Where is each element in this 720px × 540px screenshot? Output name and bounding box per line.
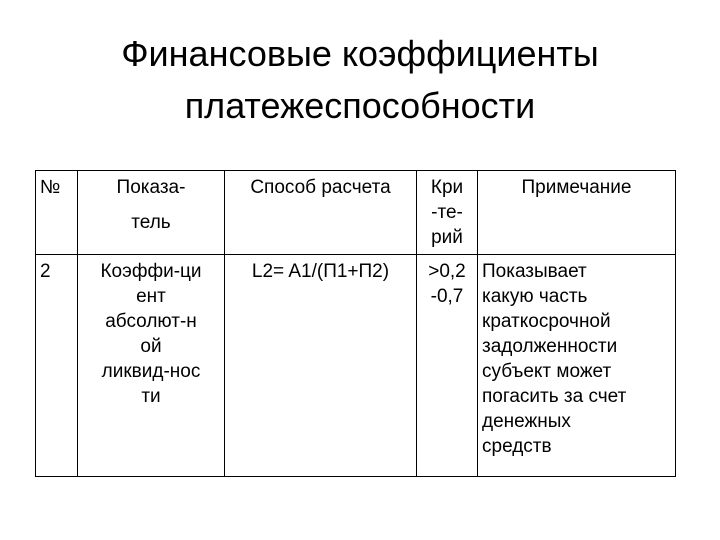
row-note-line-7: денежных [482, 411, 571, 432]
row-note-line-4: задолженности [482, 336, 618, 357]
row-number [36, 255, 78, 477]
header-indicator-line-2: тель [131, 212, 171, 233]
header-indicator-line-1: Показа- [116, 177, 186, 198]
row-note-line-3: краткосрочной [482, 311, 611, 332]
table-header-row [36, 171, 676, 255]
header-criterion-line-3: рий [431, 227, 463, 248]
header-note-text: Примечание [521, 177, 632, 198]
row-criterion [417, 255, 478, 477]
coefficients-table [35, 170, 676, 477]
header-criterion [417, 171, 478, 255]
row-note-line-2: какую часть [482, 286, 588, 307]
header-number [36, 171, 78, 255]
row-note-line-6: погасить за счет [482, 386, 627, 407]
row-note [478, 255, 676, 477]
header-indicator [78, 171, 225, 255]
row-indicator-line-6: ти [141, 386, 161, 407]
table-row [36, 255, 676, 477]
row-indicator-line-3: абсолют-н [105, 311, 197, 332]
header-note [478, 171, 676, 255]
row-note-line-5: субъект может [482, 361, 612, 382]
header-number-text: № [40, 177, 61, 198]
row-indicator-line-1: Коэффи-ци [100, 261, 202, 282]
row-method [225, 255, 417, 477]
row-criterion-line-2: -0,7 [430, 286, 464, 307]
header-criterion-line-1: Кри [430, 177, 464, 198]
row-indicator [78, 255, 225, 477]
row-method-text: L2= A1/(П1+П2) [251, 261, 390, 282]
row-indicator-line-2: ент [136, 286, 166, 307]
row-indicator-line-4: ой [140, 336, 162, 357]
header-criterion-line-2: -те- [431, 202, 463, 223]
header-method-text: Способ расчета [250, 177, 391, 198]
row-note-line-8: средств [482, 436, 552, 457]
row-note-line-1: Показывает [482, 261, 587, 282]
row-number-text: 2 [40, 261, 51, 282]
slide-title-line-2: платежеспособности [184, 85, 536, 126]
row-criterion-line-1: >0,2 [428, 261, 466, 282]
slide-title [0, 28, 720, 132]
slide-title-line-1: Финансовые коэффициенты [121, 33, 599, 74]
header-method [225, 171, 417, 255]
row-indicator-line-5: ликвид-нос [101, 361, 201, 382]
